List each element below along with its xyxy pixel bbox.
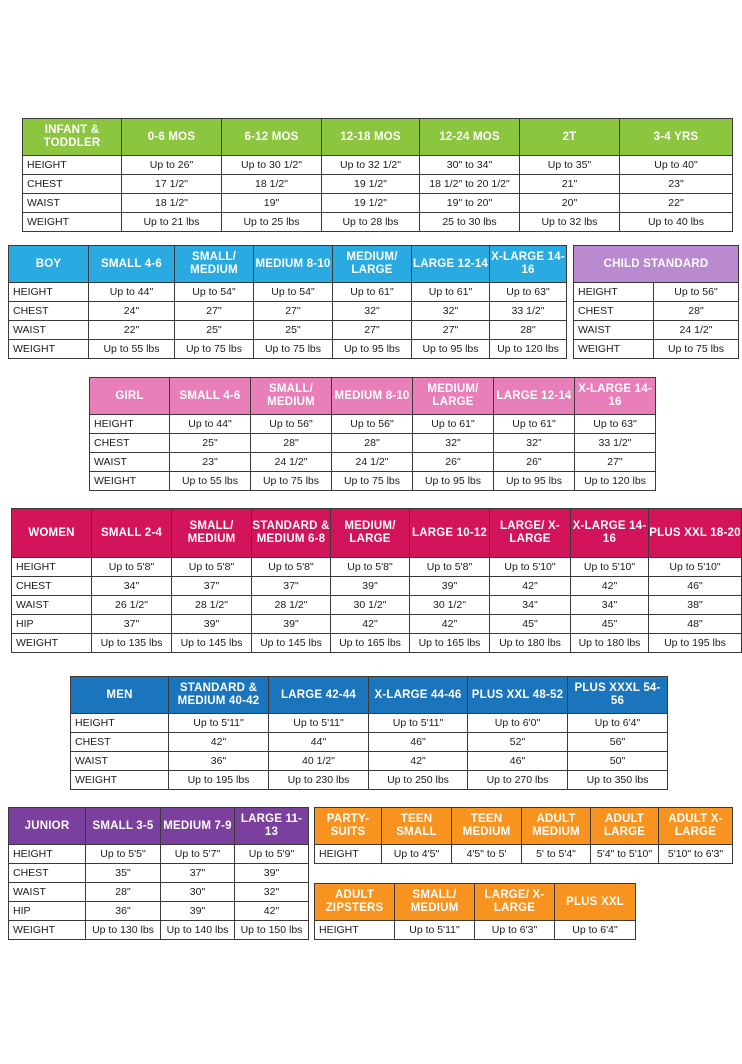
size-header: SMALL 3-5 [86, 808, 161, 845]
cell: 27" [254, 302, 333, 321]
cell: Up to 44" [170, 415, 251, 434]
size-header: LARGE 12-14 [494, 378, 575, 415]
row-label: CHEST [12, 577, 92, 596]
cell: Up to 44" [89, 283, 175, 302]
cell: 20" [520, 194, 620, 213]
cell: 48" [649, 615, 742, 634]
cell: 45" [490, 615, 571, 634]
size-header: SMALL 4-6 [170, 378, 251, 415]
cell: 37" [252, 577, 331, 596]
child-standard-size-table [573, 245, 739, 359]
cell: 25" [175, 321, 254, 340]
cell: 18 1/2" to 20 1/2" [420, 175, 520, 194]
size-header: MEDIUM 7-9 [161, 808, 235, 845]
cell: 42" [331, 615, 410, 634]
cell: 24 1/2" [332, 453, 413, 472]
row-label: HEIGHT [9, 845, 86, 864]
section-title: INFANT & TODDLER [23, 119, 122, 156]
cell: Up to 230 lbs [269, 771, 369, 790]
junior-size-table [8, 807, 309, 940]
header-row [574, 246, 739, 283]
size-header: SMALL/ MEDIUM [172, 509, 252, 558]
size-header: LARGE 42-44 [269, 677, 369, 714]
cell: Up to 63" [490, 283, 567, 302]
table-row [9, 864, 309, 883]
cell: Up to 140 lbs [161, 921, 235, 940]
cell: Up to 150 lbs [235, 921, 309, 940]
table-row [315, 921, 636, 940]
girl-size-table [89, 377, 656, 491]
row-label: CHEST [9, 302, 89, 321]
size-header: 3-4 YRS [620, 119, 733, 156]
row-label: HEIGHT [23, 156, 122, 175]
cell: 34" [490, 596, 571, 615]
cell: Up to 40" [620, 156, 733, 175]
cell: 26" [413, 453, 494, 472]
cell: 24 1/2" [251, 453, 332, 472]
cell: Up to 32 1/2" [322, 156, 420, 175]
row-label: WAIST [12, 596, 92, 615]
cell: Up to 5'8" [331, 558, 410, 577]
table-row [9, 340, 567, 359]
cell: Up to 75 lbs [175, 340, 254, 359]
row-label: WEIGHT [23, 213, 122, 232]
row-label: WAIST [23, 194, 122, 213]
cell: Up to 6'3" [475, 921, 555, 940]
cell: 38" [649, 596, 742, 615]
cell: Up to 5'11" [169, 714, 269, 733]
table-row [9, 921, 309, 940]
row-label: HEIGHT [9, 283, 89, 302]
size-header: LARGE 11-13 [235, 808, 309, 845]
size-header: X-LARGE 14-16 [490, 246, 567, 283]
cell: Up to 5'10" [649, 558, 742, 577]
section-title: JUNIOR [9, 808, 86, 845]
cell: 24 1/2" [654, 321, 739, 340]
size-header: MEDIUM/ LARGE [333, 246, 412, 283]
cell: Up to 56" [251, 415, 332, 434]
table-row [12, 558, 742, 577]
section-title: MEN [71, 677, 169, 714]
row-label: HEIGHT [315, 845, 382, 864]
cell: 4'5" to 5' [452, 845, 522, 864]
cell: Up to 5'11" [369, 714, 468, 733]
size-header: SMALL 2-4 [92, 509, 172, 558]
cell: Up to 55 lbs [170, 472, 251, 491]
cell: Up to 6'0" [468, 714, 568, 733]
table-row [9, 321, 567, 340]
table-row [9, 902, 309, 921]
size-header: TEEN SMALL [382, 808, 452, 845]
cell: Up to 5'8" [172, 558, 252, 577]
header-row [12, 509, 742, 558]
cell: Up to 5'10" [490, 558, 571, 577]
cell: 50" [568, 752, 668, 771]
women-size-table [11, 508, 742, 653]
cell: 39" [172, 615, 252, 634]
section-title: CHILD STANDARD [574, 246, 739, 283]
cell: 25" [170, 434, 251, 453]
row-label: CHEST [23, 175, 122, 194]
cell: Up to 165 lbs [410, 634, 490, 653]
table-row [574, 302, 739, 321]
cell: Up to 75 lbs [332, 472, 413, 491]
cell: Up to 21 lbs [122, 213, 222, 232]
cell: Up to 350 lbs [568, 771, 668, 790]
row-label: CHEST [574, 302, 654, 321]
row-label: WEIGHT [9, 921, 86, 940]
section-title: GIRL [90, 378, 170, 415]
cell: Up to 75 lbs [251, 472, 332, 491]
cell: 27" [575, 453, 656, 472]
size-header: X-LARGE 44-46 [369, 677, 468, 714]
infant-toddler-size-table [22, 118, 733, 232]
size-header: SMALL/ MEDIUM [395, 884, 475, 921]
cell: 19" [222, 194, 322, 213]
table-row [90, 434, 656, 453]
cell: 42" [490, 577, 571, 596]
cell: Up to 61" [333, 283, 412, 302]
size-header: 6-12 MOS [222, 119, 322, 156]
size-header: PLUS XXL 48-52 [468, 677, 568, 714]
cell: 5'4" to 5'10" [591, 845, 659, 864]
cell: Up to 5'9" [235, 845, 309, 864]
cell: Up to 270 lbs [468, 771, 568, 790]
table-row [12, 634, 742, 653]
cell: 39" [161, 902, 235, 921]
cell: 21" [520, 175, 620, 194]
header-row [315, 884, 636, 921]
cell: 35" [86, 864, 161, 883]
cell: 28" [251, 434, 332, 453]
cell: Up to 5'11" [395, 921, 475, 940]
cell: Up to 5'11" [269, 714, 369, 733]
cell: 28" [86, 883, 161, 902]
cell: 28" [654, 302, 739, 321]
table-row [574, 283, 739, 302]
table-row [23, 194, 733, 213]
row-label: HEIGHT [71, 714, 169, 733]
cell: Up to 5'7" [161, 845, 235, 864]
men-size-table [70, 676, 668, 790]
cell: Up to 95 lbs [494, 472, 575, 491]
cell: 17 1/2" [122, 175, 222, 194]
cell: 25" [254, 321, 333, 340]
size-header: MEDIUM 8-10 [254, 246, 333, 283]
size-header: 12-24 MOS [420, 119, 520, 156]
cell: Up to 5'5" [86, 845, 161, 864]
row-label: HIP [9, 902, 86, 921]
cell: Up to 165 lbs [331, 634, 410, 653]
cell: 40 1/2" [269, 752, 369, 771]
cell: 52" [468, 733, 568, 752]
table-row [12, 577, 742, 596]
size-header: TEEN MEDIUM [452, 808, 522, 845]
row-label: WAIST [90, 453, 170, 472]
section-title: PARTY- SUITS [315, 808, 382, 845]
cell: Up to 61" [413, 415, 494, 434]
table-row [90, 453, 656, 472]
cell: Up to 5'10" [571, 558, 649, 577]
cell: 32" [494, 434, 575, 453]
cell: Up to 63" [575, 415, 656, 434]
table-row [9, 845, 309, 864]
cell: 39" [410, 577, 490, 596]
cell: Up to 6'4" [568, 714, 668, 733]
row-label: HEIGHT [574, 283, 654, 302]
cell: Up to 28 lbs [322, 213, 420, 232]
header-row [9, 808, 309, 845]
size-header: MEDIUM/ LARGE [331, 509, 410, 558]
cell: 25 to 30 lbs [420, 213, 520, 232]
row-label: HEIGHT [90, 415, 170, 434]
cell: 27" [333, 321, 412, 340]
cell: 37" [172, 577, 252, 596]
row-label: WEIGHT [9, 340, 89, 359]
cell: Up to 54" [175, 283, 254, 302]
cell: 19 1/2" [322, 175, 420, 194]
cell: 33 1/2" [490, 302, 567, 321]
cell: 42" [169, 733, 269, 752]
cell: 32" [413, 434, 494, 453]
cell: Up to 75 lbs [654, 340, 739, 359]
cell: 18 1/2" [122, 194, 222, 213]
header-row [90, 378, 656, 415]
cell: 30 1/2" [331, 596, 410, 615]
cell: 45" [571, 615, 649, 634]
header-row [315, 808, 733, 845]
row-label: WEIGHT [90, 472, 170, 491]
cell: 34" [571, 596, 649, 615]
cell: Up to 5'8" [410, 558, 490, 577]
cell: 42" [571, 577, 649, 596]
row-label: WAIST [71, 752, 169, 771]
row-label: HEIGHT [315, 921, 395, 940]
row-label: WAIST [9, 883, 86, 902]
table-row [9, 283, 567, 302]
cell: 24" [89, 302, 175, 321]
table-row [12, 615, 742, 634]
row-label: HIP [12, 615, 92, 634]
size-header: 12-18 MOS [322, 119, 420, 156]
cell: Up to 55 lbs [89, 340, 175, 359]
table-row [71, 752, 668, 771]
size-header: 2T [520, 119, 620, 156]
cell: 22" [89, 321, 175, 340]
cell: Up to 54" [254, 283, 333, 302]
size-header: X-LARGE 14-16 [575, 378, 656, 415]
cell: 19" to 20" [420, 194, 520, 213]
size-header: PLUS XXXL 54-56 [568, 677, 668, 714]
cell: 37" [161, 864, 235, 883]
row-label: CHEST [90, 434, 170, 453]
size-header: PLUS XXL 18-20 [649, 509, 742, 558]
size-header: ADULT X-LARGE [659, 808, 733, 845]
cell: 30" to 34" [420, 156, 520, 175]
cell: Up to 56" [332, 415, 413, 434]
size-header: ADULT LARGE [591, 808, 659, 845]
cell: 36" [86, 902, 161, 921]
cell: 46" [649, 577, 742, 596]
cell: Up to 26" [122, 156, 222, 175]
cell: 19 1/2" [322, 194, 420, 213]
cell: 34" [92, 577, 172, 596]
cell: 30 1/2" [410, 596, 490, 615]
cell: 32" [333, 302, 412, 321]
section-title: WOMEN [12, 509, 92, 558]
cell: Up to 135 lbs [92, 634, 172, 653]
cell: Up to 5'8" [252, 558, 331, 577]
size-header: LARGE/ X-LARGE [475, 884, 555, 921]
cell: Up to 6'4" [555, 921, 636, 940]
table-row [90, 472, 656, 491]
cell: 30" [161, 883, 235, 902]
cell: 28" [332, 434, 413, 453]
size-header: MEDIUM 8-10 [332, 378, 413, 415]
row-label: WEIGHT [71, 771, 169, 790]
cell: Up to 120 lbs [575, 472, 656, 491]
cell: Up to 61" [494, 415, 575, 434]
size-header: 0-6 MOS [122, 119, 222, 156]
cell: Up to 180 lbs [571, 634, 649, 653]
cell: 56" [568, 733, 668, 752]
cell: Up to 75 lbs [254, 340, 333, 359]
row-label: HEIGHT [12, 558, 92, 577]
cell: 22" [620, 194, 733, 213]
cell: 18 1/2" [222, 175, 322, 194]
size-header: ADULT MEDIUM [522, 808, 591, 845]
cell: 46" [369, 733, 468, 752]
size-header: LARGE/ X-LARGE [490, 509, 571, 558]
cell: 39" [331, 577, 410, 596]
cell: Up to 120 lbs [490, 340, 567, 359]
size-header: MEDIUM/ LARGE [413, 378, 494, 415]
cell: Up to 35" [520, 156, 620, 175]
cell: 27" [175, 302, 254, 321]
cell: Up to 4'5" [382, 845, 452, 864]
cell: 39" [235, 864, 309, 883]
cell: Up to 25 lbs [222, 213, 322, 232]
cell: Up to 40 lbs [620, 213, 733, 232]
table-row [71, 771, 668, 790]
cell: Up to 32 lbs [520, 213, 620, 232]
cell: Up to 95 lbs [413, 472, 494, 491]
row-label: WEIGHT [12, 634, 92, 653]
cell: 46" [468, 752, 568, 771]
table-row [23, 213, 733, 232]
cell: Up to 195 lbs [649, 634, 742, 653]
cell: 42" [369, 752, 468, 771]
cell: 23" [170, 453, 251, 472]
size-header: STANDARD & MEDIUM 40-42 [169, 677, 269, 714]
adult-zipsters-size-table [314, 883, 636, 940]
header-row [23, 119, 733, 156]
cell: 42" [410, 615, 490, 634]
cell: Up to 56" [654, 283, 739, 302]
cell: 28 1/2" [252, 596, 331, 615]
cell: 42" [235, 902, 309, 921]
section-title: BOY [9, 246, 89, 283]
cell: Up to 95 lbs [412, 340, 490, 359]
cell: 26 1/2" [92, 596, 172, 615]
cell: Up to 30 1/2" [222, 156, 322, 175]
cell: 28" [490, 321, 567, 340]
cell: 33 1/2" [575, 434, 656, 453]
party-suits-size-table [314, 807, 733, 864]
row-label: CHEST [71, 733, 169, 752]
cell: 37" [92, 615, 172, 634]
row-label: CHEST [9, 864, 86, 883]
cell: 5' to 5'4" [522, 845, 591, 864]
cell: Up to 95 lbs [333, 340, 412, 359]
size-header: LARGE 10-12 [410, 509, 490, 558]
row-label: WAIST [9, 321, 89, 340]
size-header: X-LARGE 14-16 [571, 509, 649, 558]
cell: 32" [412, 302, 490, 321]
table-row [71, 714, 668, 733]
table-row [12, 596, 742, 615]
cell: 32" [235, 883, 309, 902]
header-row [71, 677, 668, 714]
size-header: SMALL 4-6 [89, 246, 175, 283]
table-row [71, 733, 668, 752]
cell: 28 1/2" [172, 596, 252, 615]
table-row [315, 845, 733, 864]
header-row [9, 246, 567, 283]
table-row [574, 321, 739, 340]
cell: 44" [269, 733, 369, 752]
table-row [9, 302, 567, 321]
section-title: ADULT ZIPSTERS [315, 884, 395, 921]
cell: Up to 145 lbs [252, 634, 331, 653]
size-header: SMALL/ MEDIUM [175, 246, 254, 283]
cell: 27" [412, 321, 490, 340]
cell: Up to 61" [412, 283, 490, 302]
size-header: SMALL/ MEDIUM [251, 378, 332, 415]
cell: Up to 195 lbs [169, 771, 269, 790]
cell: 23" [620, 175, 733, 194]
cell: Up to 180 lbs [490, 634, 571, 653]
table-row [574, 340, 739, 359]
table-row [23, 175, 733, 194]
cell: Up to 250 lbs [369, 771, 468, 790]
size-header: STANDARD & MEDIUM 6-8 [252, 509, 331, 558]
cell: 5'10" to 6'3" [659, 845, 733, 864]
size-header: LARGE 12-14 [412, 246, 490, 283]
cell: 26" [494, 453, 575, 472]
size-header: PLUS XXL [555, 884, 636, 921]
table-row [90, 415, 656, 434]
cell: Up to 130 lbs [86, 921, 161, 940]
cell: 36" [169, 752, 269, 771]
cell: Up to 145 lbs [172, 634, 252, 653]
row-label: WAIST [574, 321, 654, 340]
table-row [9, 883, 309, 902]
table-row [23, 156, 733, 175]
boy-size-table [8, 245, 567, 359]
cell: Up to 5'8" [92, 558, 172, 577]
cell: 39" [252, 615, 331, 634]
row-label: WEIGHT [574, 340, 654, 359]
